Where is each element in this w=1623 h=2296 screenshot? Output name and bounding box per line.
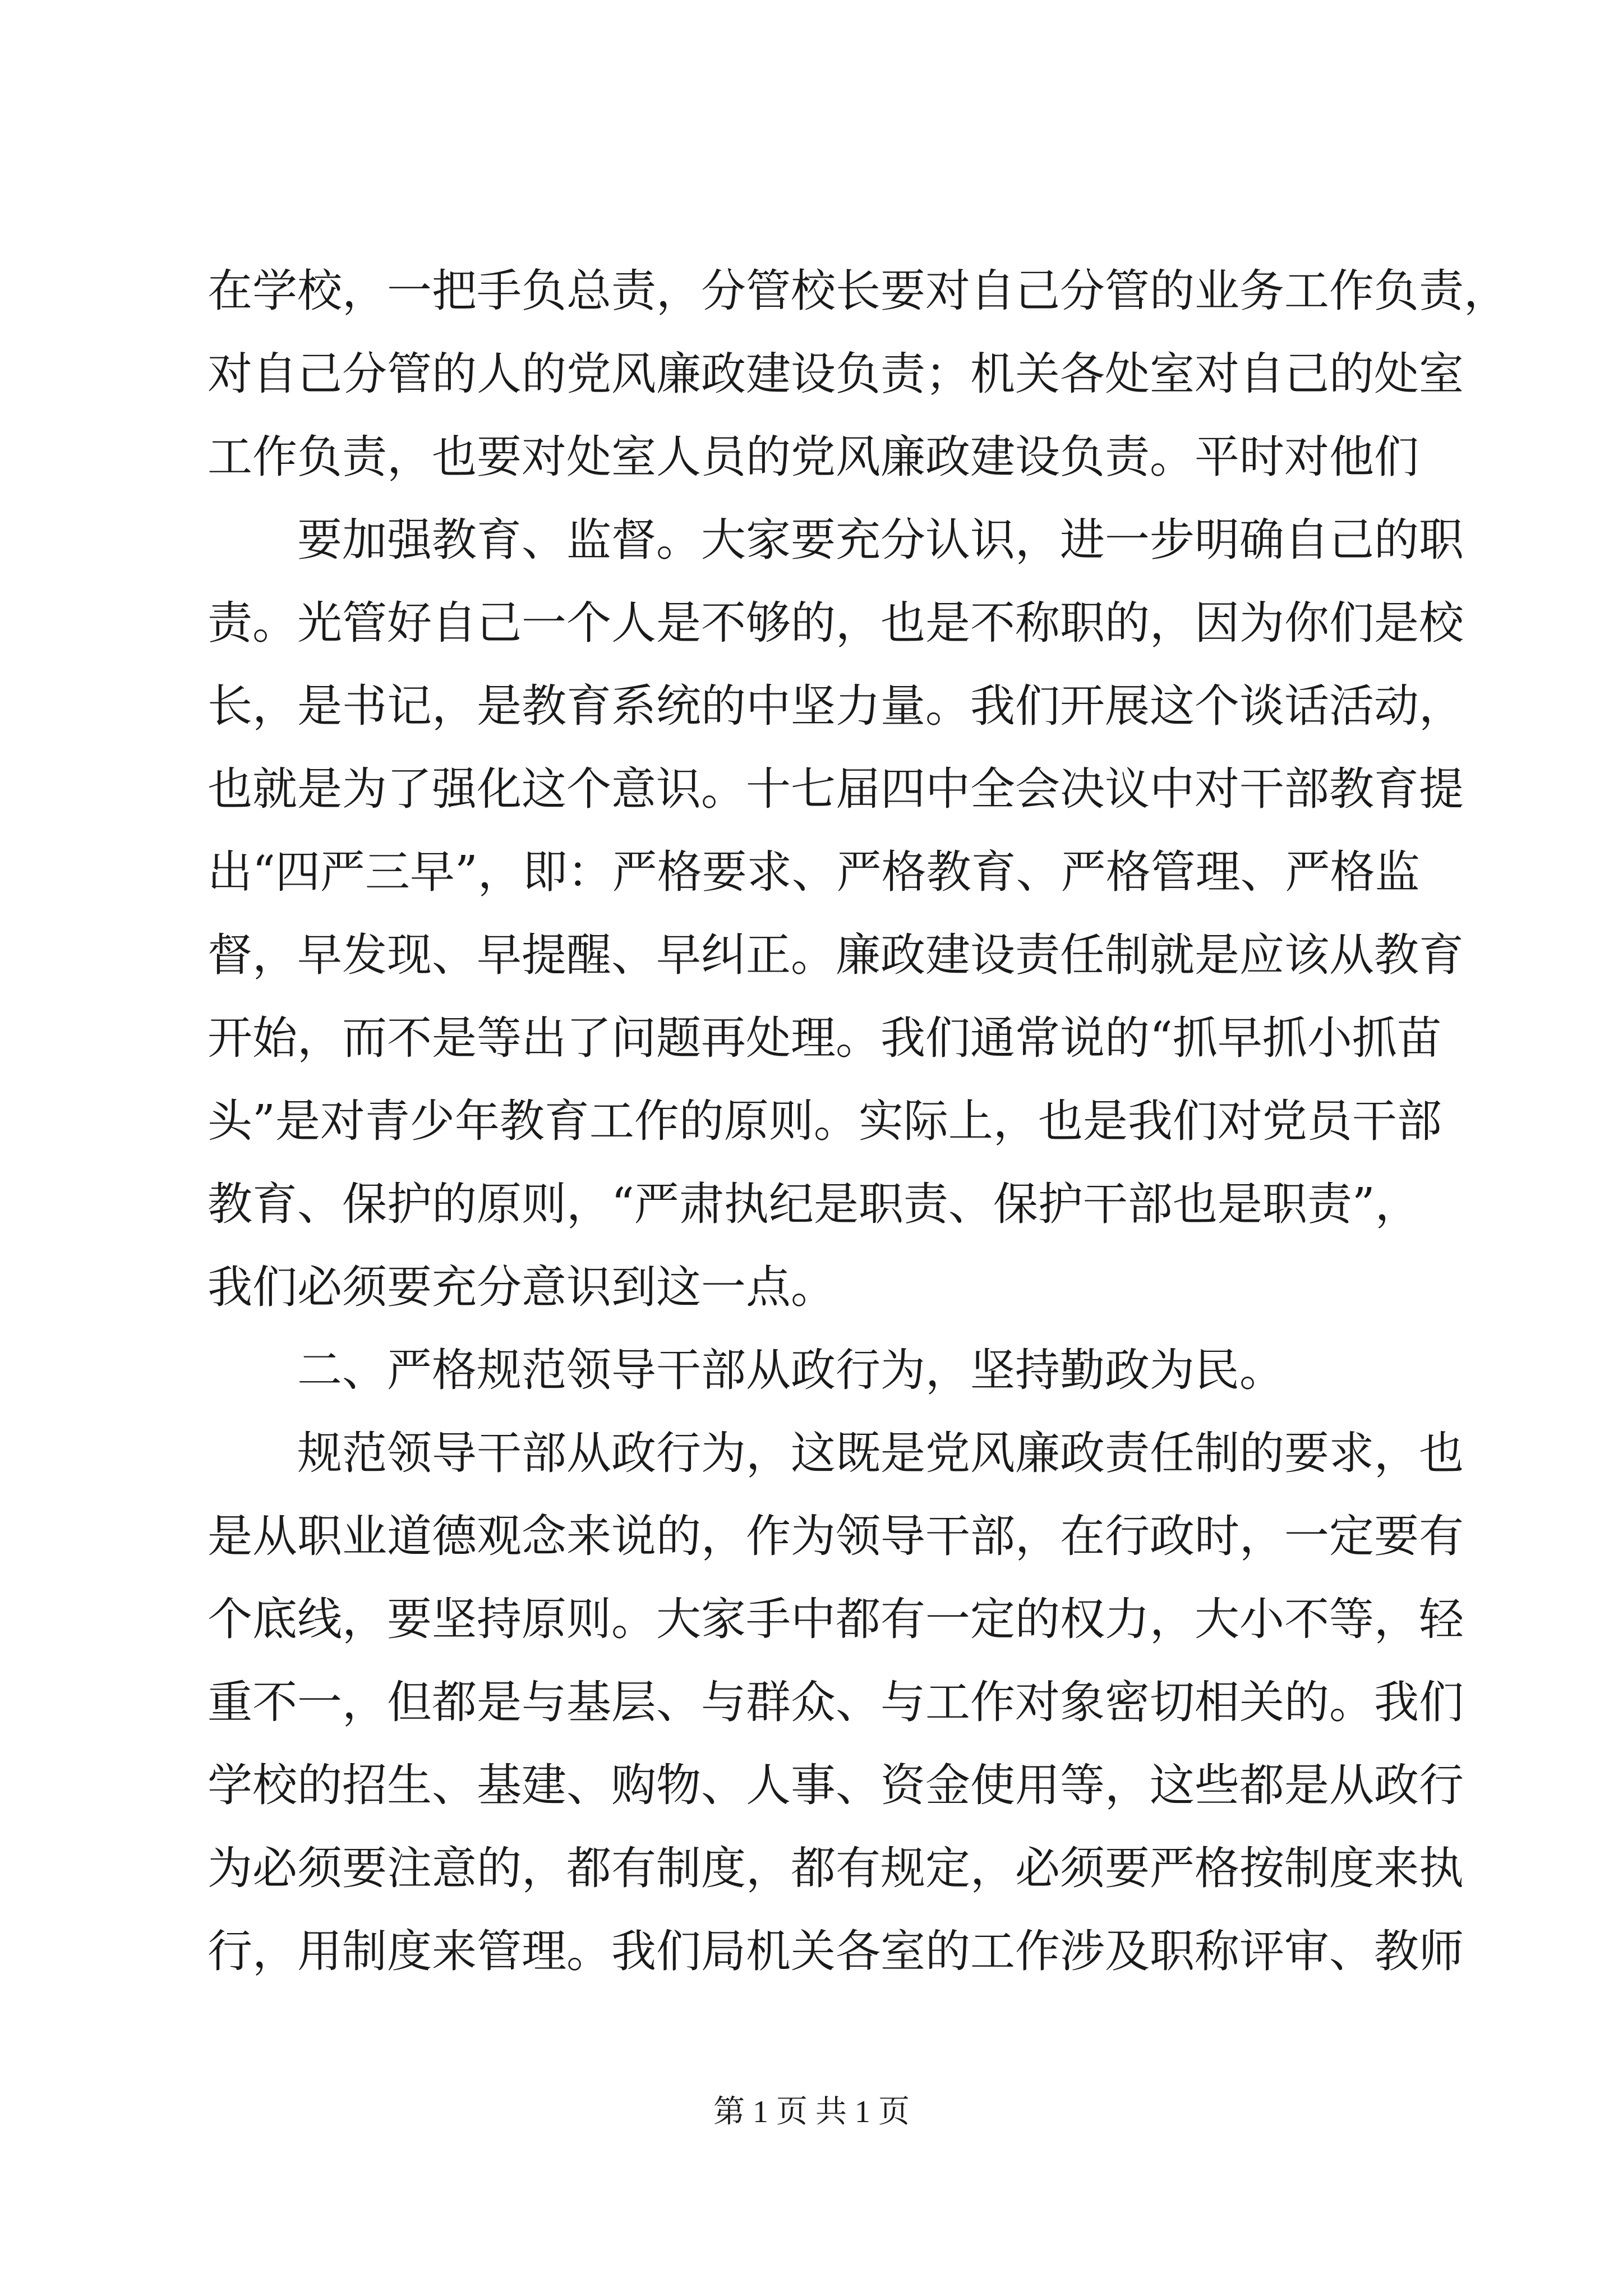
- page-number-footer: 第 1 页 共 1 页: [713, 2095, 910, 2129]
- body-line-7: 也就是为了强化这个意识。十七届四中全会决议中对干部教育提: [208, 763, 1464, 815]
- body-line-8: 出“四严三早”，即：严格要求、严格教育、严格管理、严格监: [208, 846, 1420, 898]
- body-line-16: 是从职业道德观念来说的，作为领导干部，在行政时，一定要有: [208, 1510, 1464, 1562]
- body-line-17: 个底线，要坚持原则。大家手中都有一定的权力，大小不等，轻: [208, 1593, 1464, 1645]
- body-line-1: 在学校，一把手负总责，分管校长要对自己分管的业务工作负责，: [208, 265, 1509, 317]
- body-line-5: 责。光管好自己一个人是不够的，也是不称职的，因为你们是校: [208, 597, 1464, 649]
- body-line-19: 学校的招生、基建、购物、人事、资金使用等，这些都是从政行: [208, 1759, 1464, 1811]
- body-line-15: 规范领导干部从政行为，这既是党风廉政责任制的要求，也: [297, 1427, 1464, 1479]
- body-line-4: 要加强教育、监督。大家要充分认识，进一步明确自己的职: [297, 514, 1464, 566]
- body-line-11: 头”是对青少年教育工作的原则。实际上，也是我们对党员干部: [208, 1095, 1442, 1147]
- body-line-18: 重不一，但都是与基层、与群众、与工作对象密切相关的。我们: [208, 1676, 1464, 1728]
- body-line-3: 工作负责，也要对处室人员的党风廉政建设负责。平时对他们: [208, 431, 1419, 483]
- section-heading: 二、严格规范领导干部从政行为，坚持勤政为民。: [297, 1344, 1284, 1396]
- body-line-13: 我们必须要充分意识到这一点。: [208, 1261, 836, 1313]
- body-line-21: 行，用制度来管理。我们局机关各室的工作涉及职称评审、教师: [208, 1925, 1464, 1977]
- body-line-6: 长，是书记，是教育系统的中坚力量。我们开展这个谈话活动，: [208, 680, 1464, 732]
- body-line-12: 教育、保护的原则，“严肃执纪是职责、保护干部也是职责”，: [208, 1178, 1420, 1230]
- body-line-2: 对自己分管的人的党风廉政建设负责；机关各处室对自己的处室: [208, 348, 1464, 400]
- body-line-10: 开始，而不是等出了问题再处理。我们通常说的“抓早抓小抓苗: [208, 1012, 1442, 1064]
- body-line-9: 督，早发现、早提醒、早纠正。廉政建设责任制就是应该从教育: [208, 929, 1464, 981]
- body-line-20: 为必须要注意的，都有制度，都有规定，必须要严格按制度来执: [208, 1842, 1464, 1894]
